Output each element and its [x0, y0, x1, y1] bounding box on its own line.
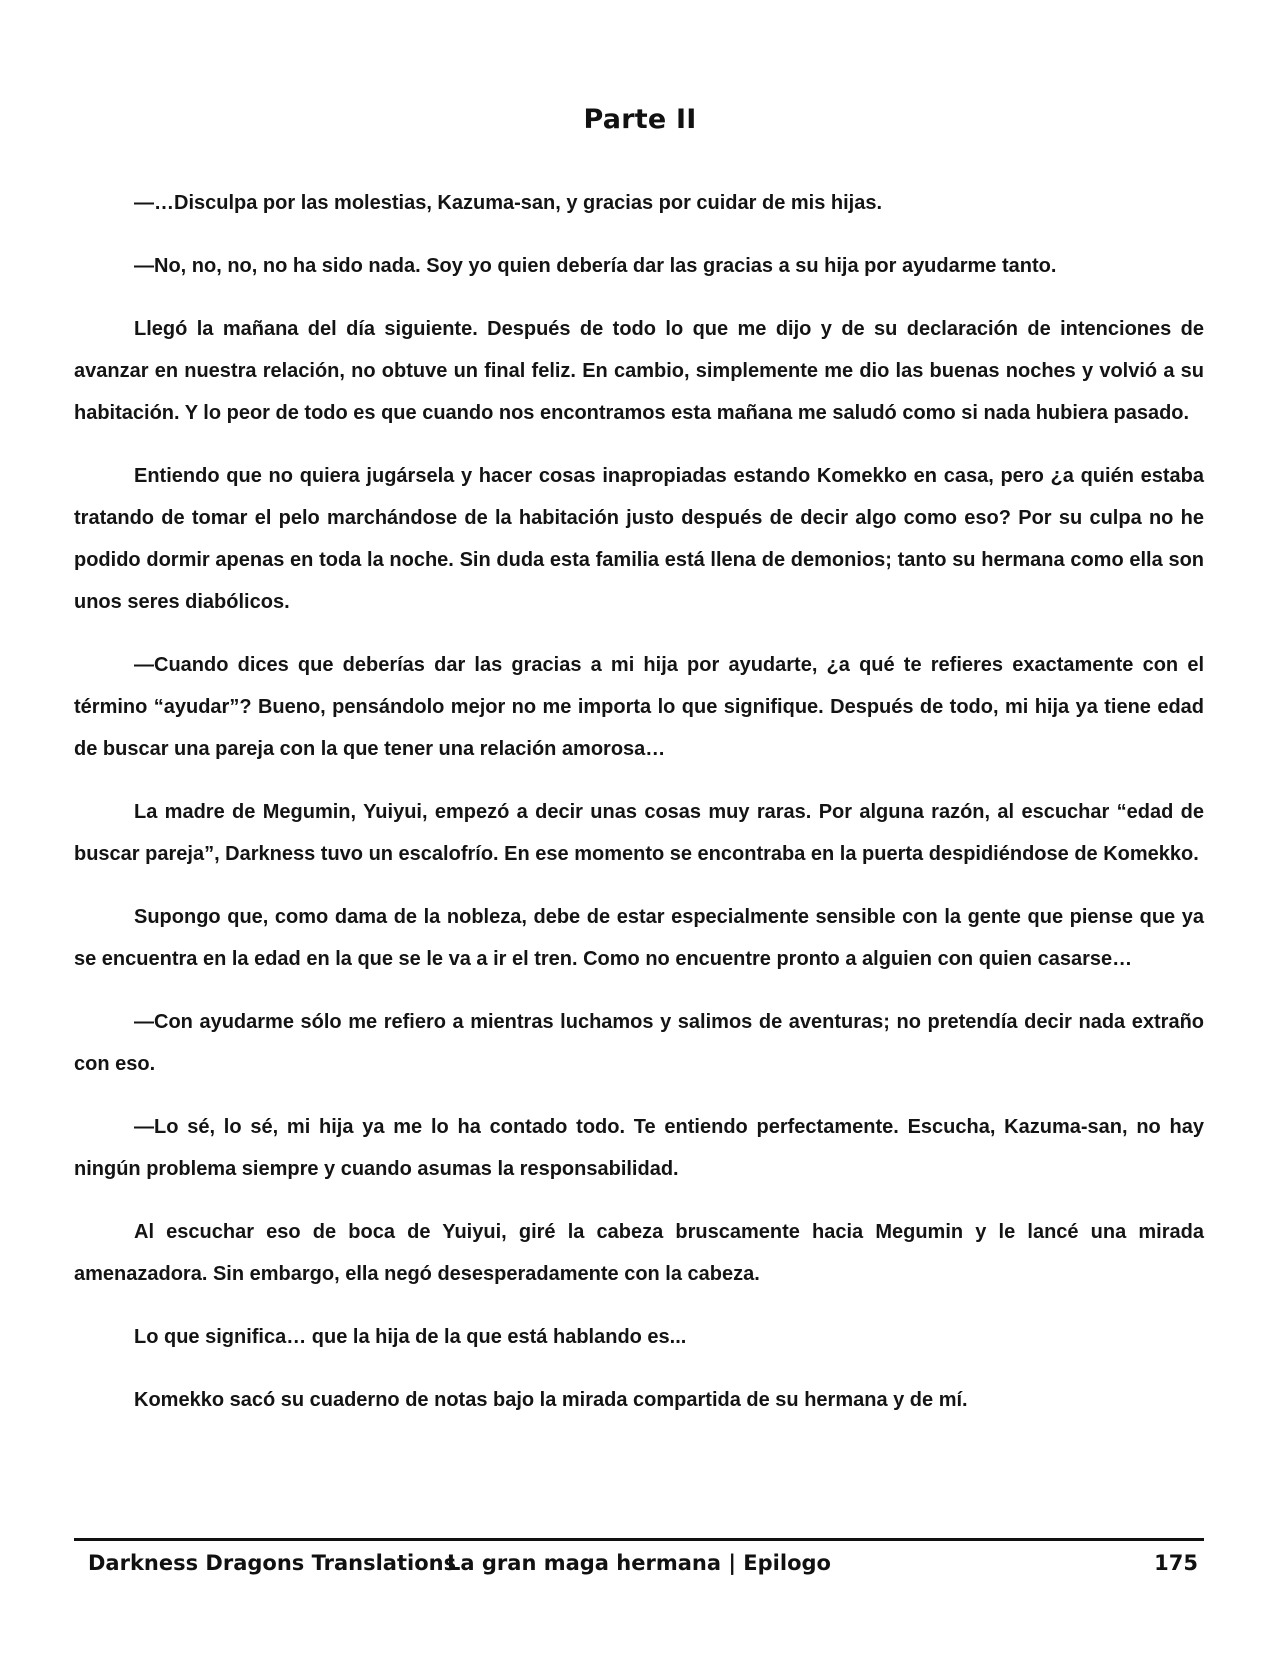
paragraph: Lo que significa… que la hija de la que está hablando es...	[134, 1326, 687, 1348]
footer-book-title: La gran maga hermana | Epilogo	[447, 1551, 831, 1575]
paragraph: Entiendo que no quiera jugársela y hacer cosas inapropiadas estando Komekko en casa, pero ¿a quién estaba tratando de tomar el pelo marchándose de la habitación justo después de decir algo como eso? Por su culpa no he podido dormir apenas en toda la noche. Sin duda esta familia está llena de demonios; tanto su hermana como ella son unos seres diabólicos.	[74, 465, 1204, 613]
paragraph: —Lo sé, lo sé, mi hija ya me lo ha contado todo. Te entiendo perfectamente. Escucha, Kazuma-san, no hay ningún problema siempre y cuando asumas la responsabilidad.	[74, 1116, 1204, 1180]
paragraph: Al escuchar eso de boca de Yuiyui, giré la cabeza bruscamente hacia Megumin y le lancé una mirada amenazadora. Sin embargo, ella negó desesperadamente con la cabeza.	[74, 1221, 1204, 1285]
body-text	[74, 182, 1204, 1442]
paragraph: —Cuando dices que deberías dar las gracias a mi hija por ayudarte, ¿a qué te refieres exactamente con el término “ayudar”? Bueno, pensándolo mejor no me importa lo que signifique. Después de todo, mi hija ya tiene edad de buscar una pareja con la que tener una relación amorosa…	[74, 654, 1204, 760]
paragraph: Komekko sacó su cuaderno de notas bajo la mirada compartida de su hermana y de mí.	[134, 1389, 968, 1411]
paragraph: —No, no, no, no ha sido nada. Soy yo quien debería dar las gracias a su hija por ayudarme tanto.	[134, 255, 1057, 277]
paragraph: Supongo que, como dama de la nobleza, debe de estar especialmente sensible con la gente que piense que ya se encuentra en la edad en la que se le va a ir el tren. Como no encuentre pronto a alguien con quien casarse…	[74, 906, 1204, 970]
paragraph: —…Disculpa por las molestias, Kazuma-san, y gracias por cuidar de mis hijas.	[134, 192, 883, 214]
footer-divider	[74, 1538, 1204, 1541]
footer-translator-credit: Darkness Dragons Translations	[88, 1551, 457, 1575]
page-footer	[74, 1551, 1204, 1585]
paragraph: —Con ayudarme sólo me refiero a mientras luchamos y salimos de aventuras; no pretendía decir nada extraño con eso.	[74, 1011, 1204, 1075]
chapter-heading: Parte II	[583, 104, 697, 135]
paragraph: La madre de Megumin, Yuiyui, empezó a decir unas cosas muy raras. Por alguna razón, al escuchar “edad de buscar pareja”, Darkness tuvo un escalofrío. En ese momento se encontraba en la puerta despidiéndose de Komekko.	[74, 801, 1204, 865]
paragraph: Llegó la mañana del día siguiente. Después de todo lo que me dijo y de su declaración de intenciones de avanzar en nuestra relación, no obtuve un final feliz. En cambio, simplemente me dio las buenas noches y volvió a su habitación. Y lo peor de todo es que cuando nos encontramos esta mañana me saludó como si nada hubiera pasado.	[74, 318, 1204, 424]
page-number: 175	[1154, 1551, 1198, 1575]
